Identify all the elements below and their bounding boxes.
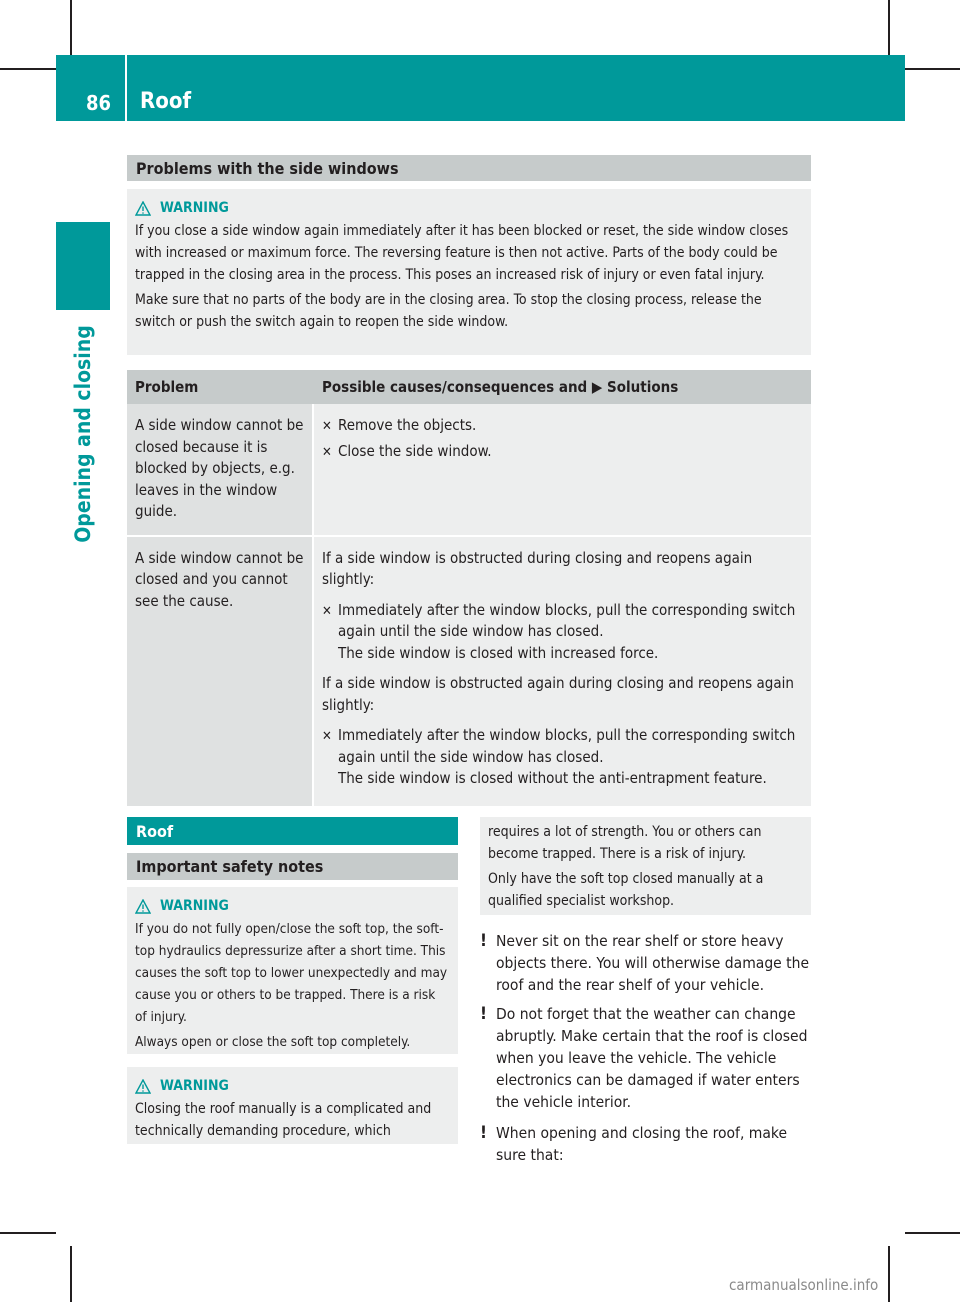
side-windows-warning (127, 189, 811, 355)
roof-warning-1 (127, 887, 458, 1054)
warning-text: requires a lot of strength. You or others can become trapped. There is a risk of injury. (488, 824, 762, 862)
column-header-problem: Problem (127, 370, 314, 404)
crop-mark (70, 1246, 72, 1302)
warning-title: WARNING (135, 894, 450, 918)
note-item: ! Never sit on the rear shelf or store heavy objects there. You will otherwise damage the roof and the rear shelf of your vehicle. (480, 931, 810, 994)
page-number: 86 (86, 91, 112, 115)
solution-cell: If a side window is obstructed during closing and reopens again slightly: ✕ Immediately after the window blocks, pull the corresponding switch again until the side window has closed. The side window is closed with increased force. If a side window is obstructed again during closing and reopens again slightly: ✕ Immediately after the window blocks, pull the corresponding switch again until the side window has closed. The side window is closed without the anti-entrapment feature. (314, 535, 811, 806)
watermark: carmanualsonline.info (729, 1276, 879, 1294)
warning-text: If you close a side window again immediately after it has been blocked or reset, the side window closes with increased or maximum force. The reversing feature is then not active. Parts of the body could be trapped in the closing area in the process. This poses an increased risk of injury or even fatal injury. (135, 223, 789, 283)
section-tab (56, 222, 110, 310)
crop-mark (888, 0, 890, 55)
crop-mark (888, 1246, 890, 1302)
table-row (127, 535, 811, 806)
table-row (127, 404, 811, 535)
warning-text: Only have the soft top closed manually at a qualified specialist workshop. (488, 871, 764, 909)
roof-warning-2-continued (480, 817, 811, 915)
warning-title: WARNING (135, 196, 803, 220)
safety-notes-heading: Important safety notes (127, 853, 458, 880)
exclamation-icon: ! (480, 1004, 487, 1024)
arrow-icon: ✕ (322, 729, 332, 744)
crop-mark (905, 68, 960, 70)
roof-warning-2 (127, 1067, 458, 1144)
note-item: ! When opening and closing the roof, make sure that: (480, 1123, 788, 1164)
warning-text: Closing the roof manually is a complicated and technically demanding procedure, which (135, 1101, 432, 1139)
crop-mark (905, 1232, 960, 1234)
column-header-solutions: Possible causes/consequences and ▶ Solutions (314, 370, 811, 404)
table-header-row (127, 370, 811, 404)
exclamation-icon: ! (480, 931, 487, 951)
warning-text: Make sure that no parts of the body are in the closing area. To stop the closing process, release the switch or push the switch again to reopen the side window. (135, 292, 762, 330)
crop-mark (0, 1232, 56, 1234)
problems-table (127, 370, 811, 806)
warning-icon (135, 1079, 151, 1094)
solution-cell: ✕ Remove the objects. ✕ Close the side window. (314, 404, 811, 535)
crop-mark (0, 68, 56, 70)
note-item: ! Do not forget that the weather can change abruptly. Make certain that the roof is closed when you leave the vehicle. The vehicle electronics can be damaged if water enters the vehicle interior. (480, 1004, 808, 1111)
warning-icon (135, 899, 151, 914)
problem-cell: A side window cannot be closed because it is blocked by objects, e.g. leaves in the window guide. (127, 404, 314, 535)
problem-cell: A side window cannot be closed and you cannot see the cause. (127, 535, 314, 806)
header-divider (125, 55, 127, 121)
warning-icon (135, 201, 151, 216)
arrow-icon: ▶ (591, 378, 603, 396)
exclamation-icon: ! (480, 1123, 487, 1143)
warning-text: If you do not fully open/close the soft top, the soft-top hydraulics depressurize after a short time. This causes the soft top to lower unexpectedly and may cause you or others to be trapped. There is a risk of injury. (135, 921, 448, 1025)
section-label: Opening and closing (71, 325, 95, 543)
page-title: Roof (140, 89, 192, 114)
crop-mark (70, 0, 72, 55)
arrow-icon: ✕ (322, 444, 332, 460)
arrow-icon: ✕ (322, 419, 332, 434)
roof-heading: Roof (127, 817, 458, 845)
warning-text: Always open or close the soft top completely. (135, 1034, 411, 1050)
warning-title: WARNING (135, 1074, 450, 1098)
side-windows-heading: Problems with the side windows (127, 155, 811, 181)
arrow-icon: ✕ (322, 603, 332, 619)
